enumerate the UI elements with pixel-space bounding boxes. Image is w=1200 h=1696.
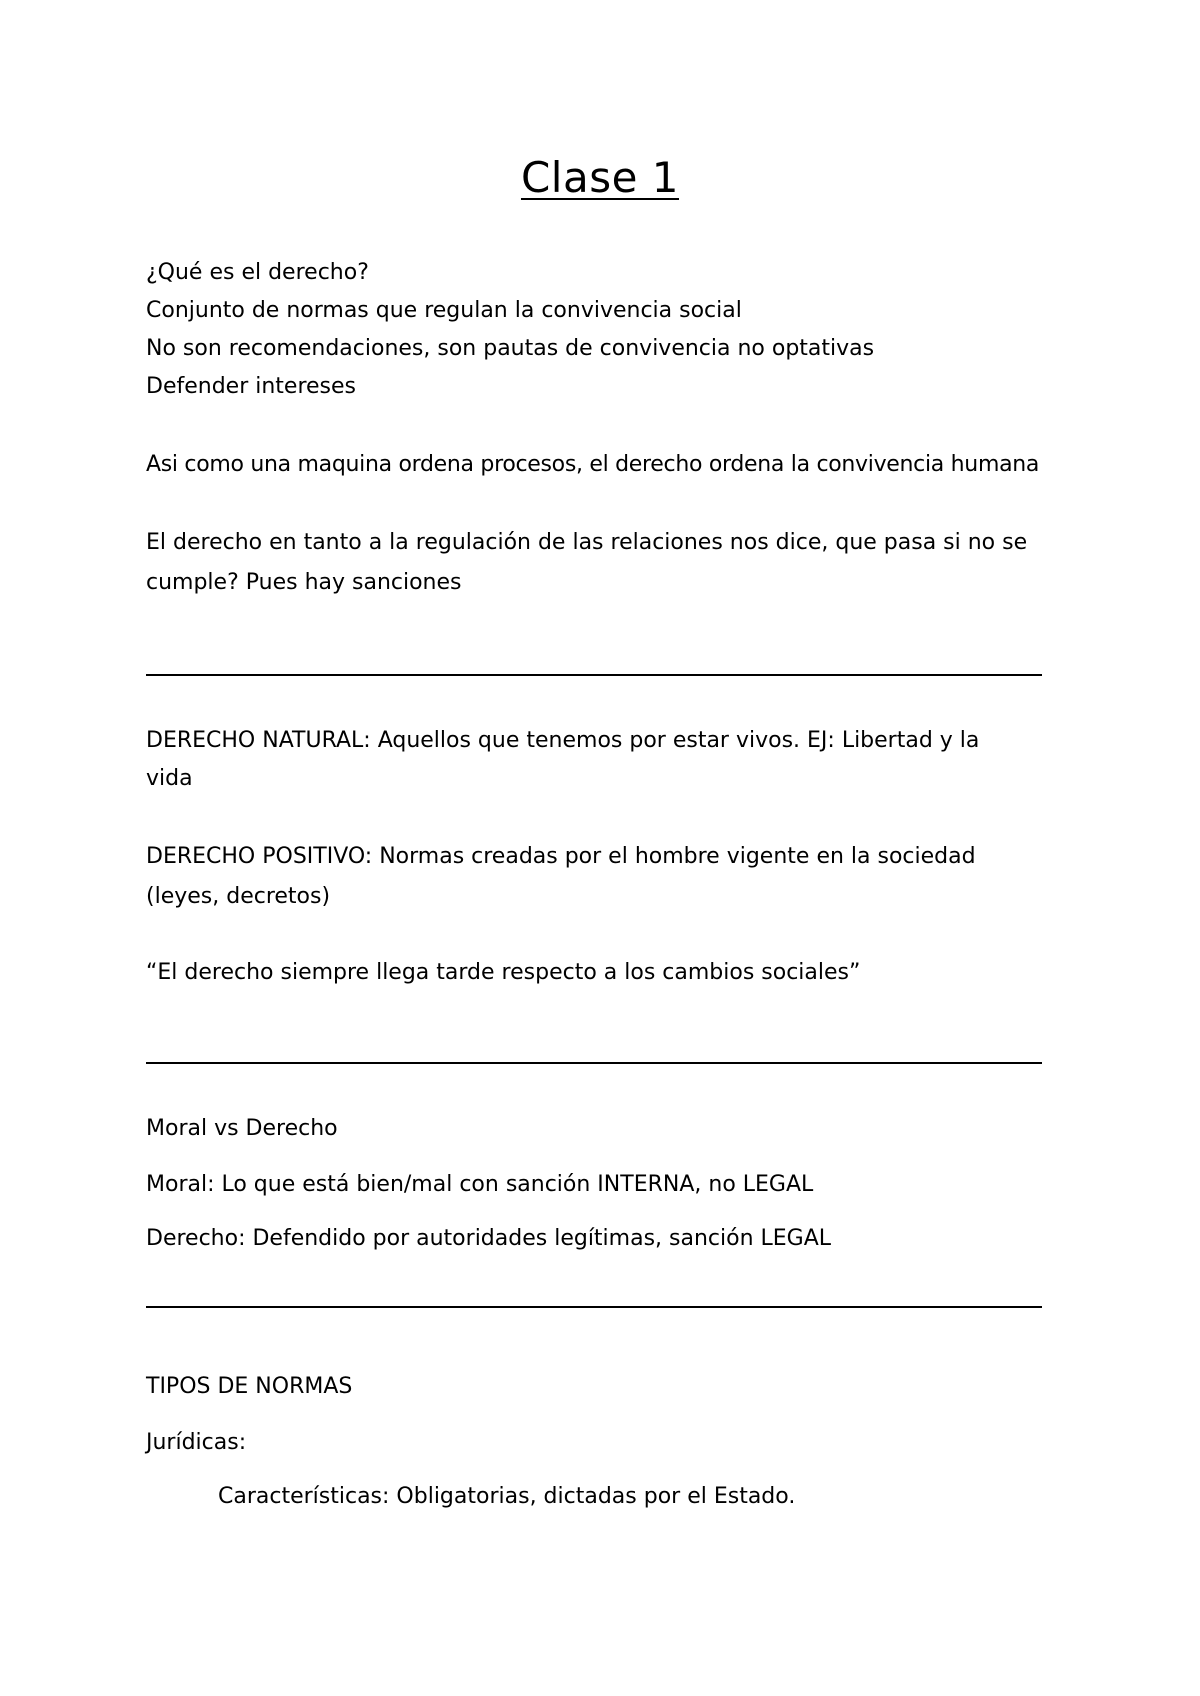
intro-sanctions-line-2: cumple? Pues hay sanciones [146,570,462,595]
page-title-text: Clase 1 [520,153,680,202]
section-divider-2 [146,1062,1042,1064]
intro-line-1: Conjunto de normas que regulan la convivencia social [146,298,742,323]
moral-definition: Moral: Lo que está bien/mal con sanción INTERNA, no LEGAL [146,1172,814,1197]
quote-line: “El derecho siempre llega tarde respecto a los cambios sociales” [146,960,861,985]
derecho-positivo-line-1: DERECHO POSITIVO: Normas creadas por el hombre vigente en la sociedad [146,844,976,869]
moral-heading: Moral vs Derecho [146,1116,338,1141]
section-divider-3 [146,1306,1042,1308]
intro-analogy: Asi como una maquina ordena procesos, el derecho ordena la convivencia humana [146,452,1040,477]
juridicas-label: Jurídicas: [146,1430,247,1455]
caracteristicas-line: Características: Obligatorias, dictadas por el Estado. [218,1484,796,1509]
derecho-natural-line-2: vida [146,766,193,791]
derecho-definition: Derecho: Defendido por autoridades legítimas, sanción LEGAL [146,1226,832,1251]
norms-heading: TIPOS DE NORMAS [146,1374,353,1399]
intro-line-2: No son recomendaciones, son pautas de convivencia no optativas [146,336,875,361]
derecho-natural-line-1: DERECHO NATURAL: Aquellos que tenemos por estar vivos. EJ: Libertad y la [146,728,980,753]
intro-question: ¿Qué es el derecho? [146,260,369,285]
section-divider-1 [146,674,1042,676]
intro-line-3: Defender intereses [146,374,357,399]
page-title [0,152,1200,204]
intro-sanctions-line-1: El derecho en tanto a la regulación de las relaciones nos dice, que pasa si no se [146,530,1028,555]
derecho-positivo-line-2: (leyes, decretos) [146,884,331,909]
